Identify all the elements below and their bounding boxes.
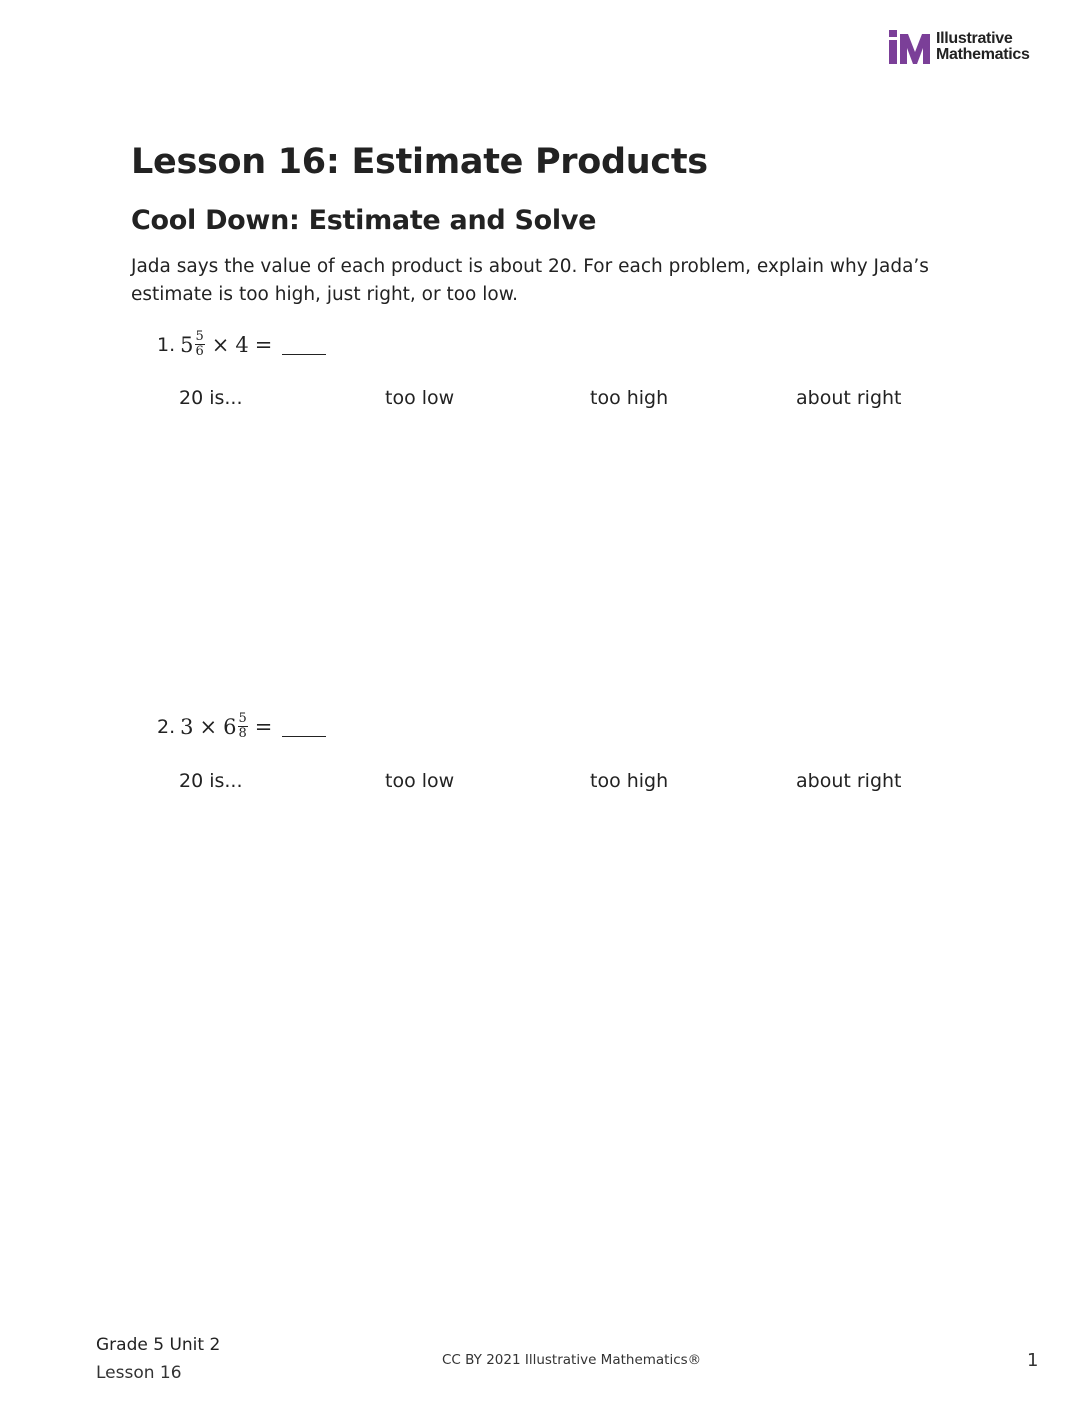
problem-2 (157, 712, 326, 741)
page-number: 1 (1027, 1350, 1039, 1371)
footer-grade-unit: Grade 5 Unit 2 (96, 1335, 221, 1355)
choice-label: 20 is... (179, 387, 243, 409)
factor: 3 (180, 714, 194, 739)
choice-too-low[interactable]: too low (385, 770, 455, 792)
footer-copyright: CC BY 2021 Illustrative Mathematics® (442, 1352, 702, 1368)
choice-about-right[interactable]: about right (796, 770, 902, 792)
fraction-numerator: 5 (238, 711, 247, 726)
equals-sign: = (254, 714, 273, 739)
problem-expression (180, 712, 326, 741)
logo-wordmark (936, 31, 1030, 63)
im-logo (889, 30, 1030, 64)
fraction (238, 712, 248, 741)
logo-line-2: Mathematics (936, 46, 1030, 63)
answer-blank[interactable] (282, 716, 326, 737)
fraction (195, 330, 205, 359)
answer-blank[interactable] (282, 334, 326, 355)
footer-lesson: Lesson 16 (96, 1363, 182, 1383)
fraction-numerator: 5 (195, 329, 204, 344)
mixed-whole: 6 (223, 714, 237, 739)
fraction-denominator: 6 (195, 344, 204, 359)
problem-1 (157, 330, 326, 359)
logo-line-1: Illustrative (936, 30, 1013, 47)
fraction-denominator: 8 (238, 726, 247, 741)
problem-expression (180, 330, 326, 359)
choice-about-right[interactable]: about right (796, 387, 902, 409)
choice-too-low[interactable]: too low (385, 387, 455, 409)
times-operator: × (211, 332, 230, 357)
mixed-whole: 5 (180, 332, 194, 357)
choice-label: 20 is... (179, 770, 243, 792)
choice-too-high[interactable]: too high (590, 387, 669, 409)
lesson-title: Lesson 16: Estimate Products (131, 142, 708, 182)
problem-number: 2. (157, 715, 176, 738)
choice-too-high[interactable]: too high (590, 770, 669, 792)
prompt-text: Jada says the value of each product is about 20. For each problem, explain why Jada’s estimate is too high, just right, or too low. (131, 256, 929, 305)
factor: 4 (235, 332, 249, 357)
times-operator: × (199, 714, 218, 739)
equals-sign: = (254, 332, 273, 357)
problem-number: 1. (157, 333, 176, 356)
section-title: Cool Down: Estimate and Solve (131, 205, 597, 236)
im-logo-icon (889, 30, 930, 64)
